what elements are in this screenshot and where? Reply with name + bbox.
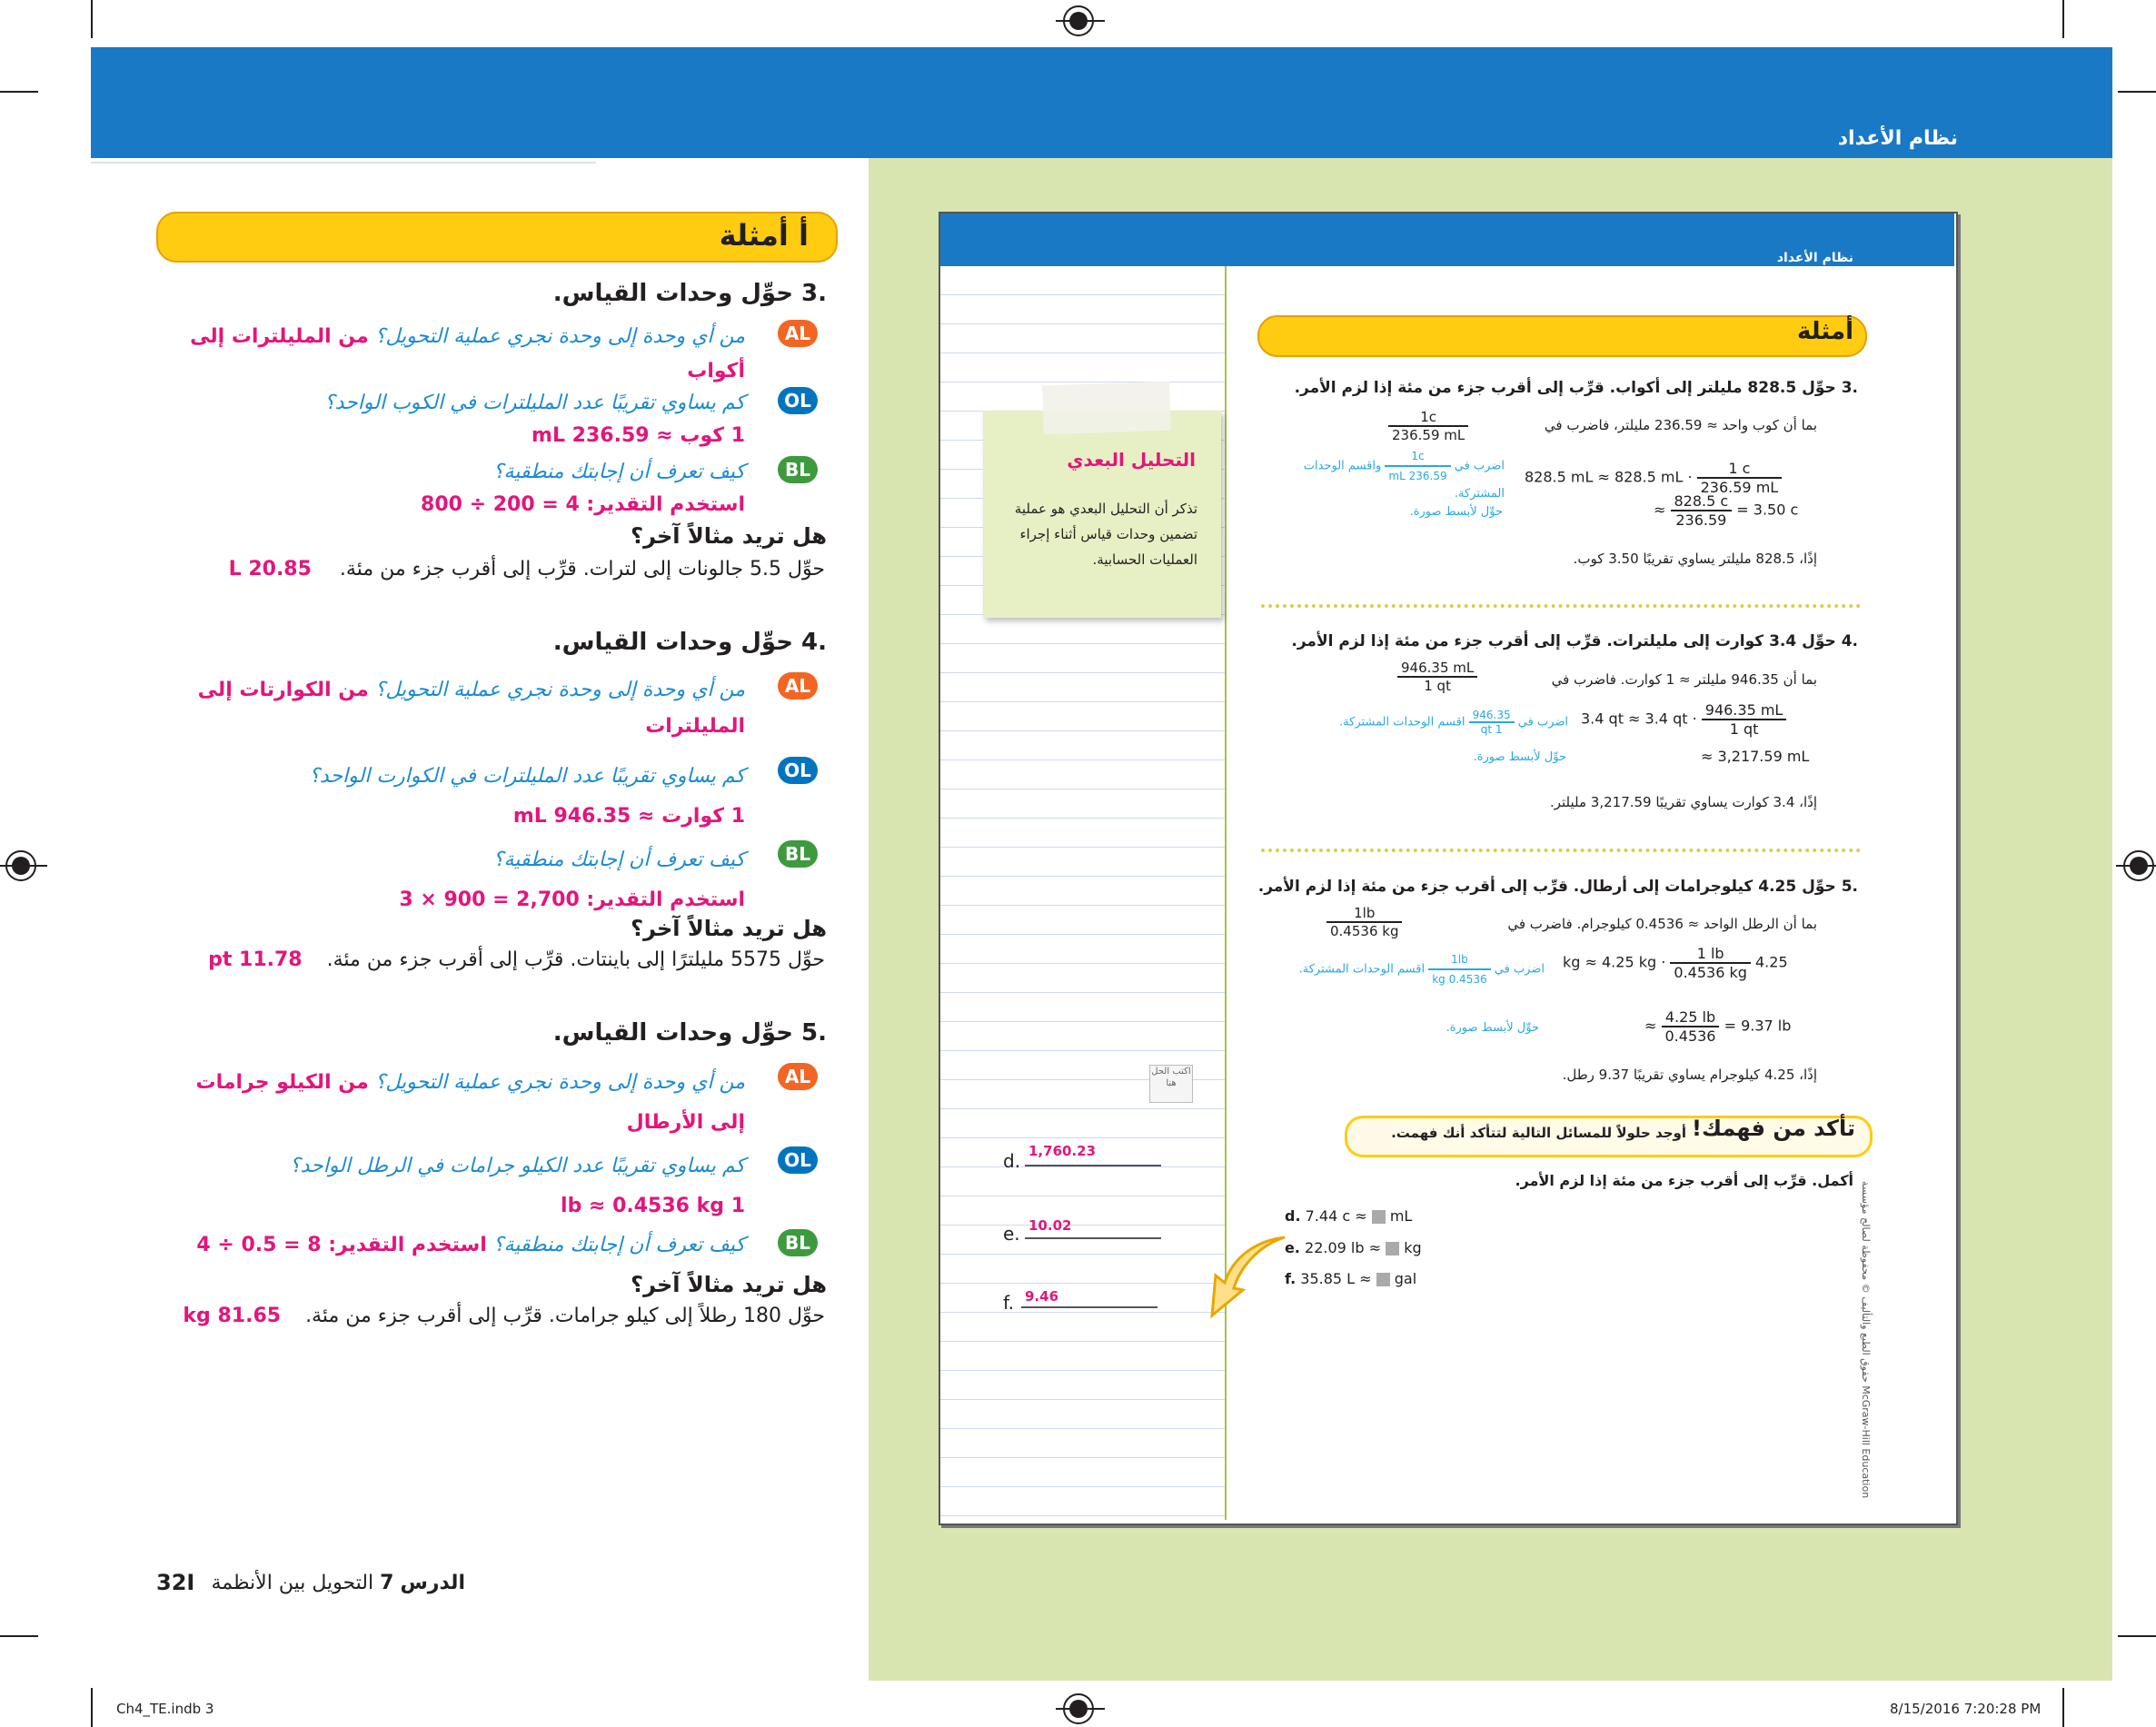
copyright-text: حقوق الطبع والتأليف © محفوظة لصالح مؤسسة McGraw-Hill Education [1860, 1181, 1872, 1499]
student-ex4-math2: ≈ 3,217.59 mL [1701, 748, 1810, 765]
examples-title: أ أمثلة [719, 218, 809, 253]
sticky-body: تذكر أن التحليل البعدي هو عملية تضمين وحدات قياس أثناء إجراء العمليات الحسابية. [1014, 501, 1197, 568]
student-ex4-math1 [1581, 701, 1786, 738]
bl-answer: استخدم التقدير: 2,700 = 900 × 3 [399, 888, 745, 911]
math-step: = 9.37 lb [1724, 1017, 1792, 1035]
math-step: 828.5 mL ≈ 828.5 mL · [1525, 468, 1693, 486]
registration-mark-icon [5, 850, 36, 881]
another-example-answer: 81.65 kg [183, 1305, 282, 1327]
fraction-numerator: 1c [1388, 409, 1468, 427]
answer-e[interactable]: 10.02 [1028, 1217, 1072, 1234]
divider [1261, 604, 1861, 608]
hint-text: اقسم الوحدات المشتركة. [1339, 715, 1465, 730]
ol-answer: 1 كوارت ≈ 946.35 mL [512, 805, 745, 828]
crop-mark [2062, 1688, 2064, 1727]
ol-answer: 1 كوب ≈ 236.59 mL [532, 424, 745, 447]
another-example-question: حوِّل 5575 مليلترًا إلى باينتات. قرِّب إلى أقرب جزء من مئة. [326, 948, 825, 971]
answer-f-label: f. [1003, 1292, 1014, 1314]
problem-text: 35.85 L ≈ [1300, 1270, 1372, 1287]
page-number: 32I [156, 1570, 195, 1595]
registration-mark-icon [1063, 5, 1094, 36]
crop-mark [2118, 91, 2156, 93]
al-answer: من الكيلو جرامات إلى الأرطال [195, 1071, 745, 1134]
answer-line [1025, 1237, 1161, 1239]
student-ex3-hint2: حوِّل لأبسط صورة. [1409, 505, 1503, 519]
al-question: من أي وحدة إلى وحدة نجري عملية التحويل؟ [374, 679, 745, 701]
ol-badge: OL [778, 1146, 818, 1174]
ol-badge: OL [778, 387, 818, 414]
problem-text: 22.09 lb ≈ [1305, 1239, 1382, 1256]
check-understanding-title: تأكد من فهمك! [1692, 1116, 1855, 1141]
problem-label: f. [1285, 1270, 1297, 1287]
bl-question: كيف تعرف أن إجابتك منطقية؟ [492, 849, 745, 871]
al-question: من أي وحدة إلى وحدة نجري عملية التحويل؟ [374, 325, 745, 348]
student-ex5-math2: ≈ $\frac{4.25 lb}{0.4536}$ = 9.37 lb [1644, 1008, 1792, 1045]
registration-mark-icon [1063, 1693, 1094, 1724]
footer-lesson-title: التحويل بين الأنظمة [211, 1572, 374, 1594]
fraction-denominator: 0.4536 [1664, 1027, 1716, 1045]
blank-box [1372, 1210, 1386, 1224]
example-3-heading: .3 حوِّل وحدات القياس. [552, 280, 827, 307]
example-3-al [178, 320, 745, 389]
check-understanding-subtitle: أوجد حلولاً للمسائل التالية لتتأكد أنك فهمت. [1391, 1125, 1686, 1141]
student-ex5-hint1 [1281, 950, 1545, 988]
fraction-denominator: 1 qt [1480, 723, 1503, 736]
sticky-title: التحليل البعدي [1067, 449, 1196, 471]
problem-f [1285, 1270, 1416, 1287]
answer-line [1025, 1165, 1161, 1166]
example-3-bl [178, 456, 745, 521]
hint-text: اضرب في [1494, 962, 1545, 977]
fraction-numerator: 946.35 [1469, 709, 1515, 723]
sticky-tape [1042, 382, 1171, 435]
fraction-denominator: 236.59 mL [1700, 479, 1779, 496]
answer-e-label: e. [1003, 1223, 1020, 1245]
student-ex4-hint1 [1281, 709, 1568, 736]
complete-instructions: أكمل. قرِّب إلى أقرب جزء من مئة إذا لزم الأمر. [1515, 1172, 1853, 1189]
student-header-title: نظام الأعداد [1776, 251, 1853, 265]
another-example-heading: هل تريد مثالاً آخر؟ [631, 1272, 827, 1297]
fraction-numerator: 1 c [1697, 460, 1783, 479]
example-5-ol [178, 1146, 745, 1226]
student-ex3-math1 [1525, 460, 1782, 496]
student-ex3-fraction [1388, 409, 1468, 443]
bl-question: كيف تعرف أن إجابتك منطقية؟ [492, 1234, 745, 1256]
student-ex5-math1 [1563, 945, 1788, 981]
blank-box [1386, 1242, 1399, 1256]
student-ex3-title: .3 حوِّل 828.5 مليلتر إلى أكواب. قرِّب إلى أقرب جزء من مئة إذا لزم الأمر. [1294, 379, 1858, 397]
student-examples-title: أمثلة [1796, 318, 1853, 345]
hint-text: اضرب في [1517, 715, 1568, 730]
math-step: = 3.50 c [1736, 501, 1799, 519]
bl-badge: BL [778, 840, 818, 868]
fraction-numerator: 1 lb [1670, 945, 1751, 964]
problem-unit: mL [1389, 1207, 1413, 1225]
bl-badge: BL [778, 1229, 818, 1256]
hint-text: اضرب في [1454, 459, 1505, 473]
header-title: نظام الأعداد [1837, 127, 1958, 150]
problem-d [1285, 1207, 1412, 1225]
another-example-question: حوِّل 5.5 جالونات إلى لترات. قرِّب إلى أقرب جزء من مئة. [339, 558, 825, 581]
fraction-denominator: 0.4536 kg [1432, 973, 1487, 986]
problem-text: 7.44 c ≈ [1305, 1207, 1367, 1225]
al-badge: AL [778, 320, 818, 347]
answer-d-label: d. [1003, 1150, 1021, 1172]
math-step: 4.25 [1755, 953, 1788, 971]
footer-lesson-number: 7 [380, 1572, 394, 1594]
another-example-heading: هل تريد مثالاً آخر؟ [631, 916, 827, 941]
answer-f[interactable]: 9.46 [1025, 1288, 1059, 1305]
write-here-tag: اكتب الحل هنا [1149, 1065, 1193, 1103]
fraction-denominator: 1 qt [1729, 720, 1759, 738]
fraction-numerator: 4.25 lb [1662, 1008, 1720, 1027]
crop-mark [2062, 0, 2064, 38]
al-badge: AL [778, 672, 818, 700]
fraction-numerator: 946.35 mL [1397, 660, 1477, 678]
student-ex5-fraction [1326, 905, 1402, 939]
crop-mark [0, 1635, 38, 1637]
student-ex4-line1: بما أن 946.35 مليلتر ≈ 1 كوارت. فاضرب في [1551, 671, 1817, 688]
another-example-heading: هل تريد مثالاً آخر؟ [631, 523, 827, 549]
math-step: 3.4 qt ≈ 3.4 qt · [1581, 710, 1697, 728]
fraction-denominator: 236.59 mL [1392, 427, 1465, 443]
student-ex4-fraction [1397, 660, 1477, 694]
example-5-al [178, 1063, 745, 1143]
fraction-denominator: 1 qt [1424, 678, 1451, 694]
fraction-numerator: 946.35 mL [1702, 701, 1787, 720]
page-footer [156, 1572, 465, 1594]
bl-answer: استخدم التقدير: 8 = 0.5 ÷ 4 [196, 1234, 487, 1256]
al-badge: AL [778, 1063, 818, 1090]
example-4-al [151, 672, 745, 745]
registration-mark-icon [2123, 850, 2154, 881]
student-ex4-hint2: حوِّل لأبسط صورة. [1473, 750, 1566, 764]
another-example-question: حوِّل 180 رطلاً إلى كيلو جرامات. قرِّب إلى أقرب جزء من مئة. [305, 1305, 825, 1327]
ol-question: كم يساوي تقريبًا عدد المليلترات في الكوب الواحد؟ [323, 392, 745, 414]
fraction-denominator: 236.59 [1675, 511, 1727, 529]
student-ex3-hint1 [1281, 447, 1505, 503]
fraction-denominator: 0.4536 kg [1330, 923, 1399, 939]
blank-box [1376, 1273, 1390, 1286]
math-step: kg ≈ 4.25 kg · [1563, 953, 1666, 971]
fraction-denominator: 0.4536 kg [1674, 964, 1747, 981]
student-ex5-conclusion: إذًا، 4.25 كيلوجرام يساوي تقريبًا 9.37 رطل. [1562, 1067, 1817, 1083]
al-answer: من الكوارتات إلى المليلترات [197, 679, 745, 738]
crop-mark [0, 91, 38, 93]
fraction-numerator: 1lb [1428, 950, 1490, 970]
al-question: من أي وحدة إلى وحدة نجري عملية التحويل؟ [374, 1071, 745, 1094]
another-example-text [178, 558, 825, 581]
student-ex5-line1: بما أن الرطل الواحد ≈ 0.4536 كيلوجرام. فاضرب في [1507, 916, 1817, 932]
example-4-heading: .4 حوِّل وحدات القياس. [552, 629, 827, 656]
fraction-numerator: 1c [1385, 447, 1450, 467]
answer-line [1021, 1306, 1157, 1308]
student-ex3-line1: بما أن كوب واحد ≈ 236.59 مليلتر، فاضرب في [1544, 417, 1817, 433]
slug-file: Ch4_TE.indb 3 [116, 1701, 214, 1717]
footer-lesson-label: الدرس [400, 1572, 465, 1594]
problem-e [1285, 1239, 1422, 1256]
another-example-text [160, 1305, 825, 1327]
ol-question: كم يساوي تقريبًا عدد المليلترات في الكوارت الواحد؟ [309, 765, 745, 788]
example-4-ol [178, 757, 745, 837]
hint-text: اقسم الوحدات المشتركة. [1298, 962, 1426, 977]
another-example-answer: 20.85 L [228, 558, 312, 581]
example-3-ol [178, 387, 745, 452]
hint-text: واقسم الوحدات المشتركة. [1303, 459, 1505, 501]
example-4-bl [178, 840, 745, 920]
student-ex5-title: .5 حوِّل 4.25 كيلوجرامات إلى أرطال. قرِّب إلى أقرب جزء من مئة إذا لزم الأمر. [1257, 878, 1858, 896]
student-ex4-title: .4 حوِّل 3.4 كوارت إلى مليلترات. قرِّب إلى أقرب جزء من مئة إذا لزم الأمر. [1291, 632, 1858, 650]
student-ex5-hint2: حوِّل لأبسط صورة. [1446, 1021, 1539, 1035]
problem-label: d. [1285, 1207, 1301, 1225]
fraction-numerator: 1lb [1326, 905, 1402, 923]
student-ex3-conclusion: إذًا، 828.5 مليلتر يساوي تقريبًا 3.50 كوب. [1573, 551, 1817, 567]
answer-d[interactable]: 1,760.23 [1028, 1143, 1097, 1159]
header-rule [91, 162, 596, 164]
crop-mark [2118, 1635, 2156, 1637]
another-example-text [178, 948, 825, 971]
example-5-bl [151, 1229, 745, 1262]
al-answer: من المليلترات إلى أكواب [190, 325, 745, 382]
crop-mark [91, 0, 93, 38]
ol-answer: 1 lb ≈ 0.4536 kg [561, 1195, 745, 1217]
example-5-heading: .5 حوِّل وحدات القياس. [552, 1019, 827, 1047]
problem-unit: kg [1404, 1239, 1422, 1256]
student-ex3-math2: ≈ $\frac{828.5 c}{236.59}$ = 3.50 c [1654, 492, 1799, 529]
ol-question: كم يساوي تقريبًا عدد الكيلو جرامات في الرطل الواحد؟ [289, 1155, 745, 1177]
problem-label: e. [1285, 1239, 1300, 1256]
bl-answer: استخدم التقدير: 4 = 200 ÷ 800 [421, 493, 745, 516]
crop-mark [91, 1688, 93, 1727]
bl-badge: BL [778, 456, 818, 483]
ol-badge: OL [778, 757, 818, 784]
problem-unit: gal [1394, 1270, 1417, 1287]
slug-date: 8/15/2016 7:20:28 PM [1890, 1701, 2042, 1717]
fraction-numerator: 828.5 c [1671, 492, 1733, 511]
bl-question: كيف تعرف أن إجابتك منطقية؟ [492, 461, 745, 483]
divider [1261, 849, 1861, 852]
student-ex4-conclusion: إذًا، 3.4 كوارت يساوي تقريبًا 3,217.59 مليلتر. [1549, 794, 1817, 810]
arrow-icon [1207, 1232, 1290, 1323]
another-example-answer: 11.78 pt [208, 948, 303, 971]
fraction-denominator: 236.59 mL [1388, 470, 1447, 482]
